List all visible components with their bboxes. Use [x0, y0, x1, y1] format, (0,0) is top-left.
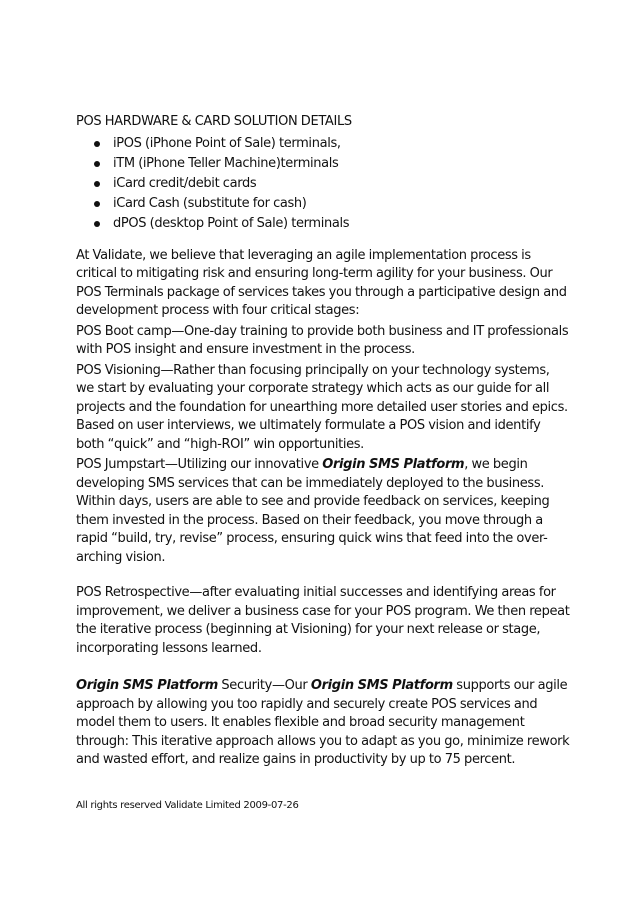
intro-paragraph: At Validate, we believe that leveraging an agile implementation process is critical to mitigating risk and ensuring long-term agility for your business. Our POS Terminals package of services takes you through a participative design and development process with four critical stages: [76, 247, 567, 318]
visioning-paragraph: POS Visioning—Rather than focusing principally on your technology systems, we start by evaluating your corporate strategy which acts as our guide for all projects and the foundation for unearthing more detailed user stories and epics. Based on user interviews, we ultimately formulate a POS vision and identify both “quick” and “high-ROI” win opportunities. [76, 362, 568, 452]
jumpstart-paragraph [76, 456, 570, 567]
list-item-text: iPOS (iPhone Point of Sale) terminals, [113, 135, 341, 151]
section-heading: POS HARDWARE & CARD SOLUTION DETAILS [76, 114, 352, 129]
list-item [76, 174, 570, 194]
list-item [76, 134, 570, 154]
list-item-text: iCard Cash (substitute for cash) [113, 195, 307, 211]
list-item [76, 154, 570, 174]
list-item [76, 194, 570, 214]
bullet-icon [94, 221, 100, 227]
platform-name: Origin SMS Platform [310, 678, 453, 693]
list-item-text: iTM (iPhone Teller Machine)terminals [113, 155, 339, 171]
security-paragraph [76, 677, 570, 770]
security-text-start: Security—Our [217, 678, 311, 693]
platform-name: Origin SMS Platform [76, 678, 218, 693]
jumpstart-text-end: , we begin developing SMS services that can be immediately deployed to the business. Within days, users are able to see and provide feedback on services, keeping them invested in the process. Based on their feedback, you move through a rapid “build, try, revise” process, ensuring quick wins that feed into the over-arching vision. [76, 457, 550, 565]
bullet-icon [94, 181, 100, 187]
document-body [76, 113, 570, 772]
bullet-icon [94, 161, 100, 167]
list-item [76, 214, 570, 234]
bullet-icon [94, 141, 100, 147]
page-footer: All rights reserved Validate Limited 2009-07-26 [76, 800, 299, 811]
list-item-text: dPOS (desktop Point of Sale) terminals [113, 215, 350, 231]
retrospective-paragraph: POS Retrospective—after evaluating initial successes and identifying areas for improvement, we deliver a business case for your POS program. We then repeat the iterative process (beginning at Visioning) for your next release or stage, incorporating lessons learned. [76, 585, 570, 656]
bullet-icon [94, 201, 100, 207]
jumpstart-text-start: POS Jumpstart—Utilizing our innovative [76, 457, 323, 472]
product-list [76, 134, 570, 234]
bootcamp-paragraph: POS Boot camp—One-day training to provide both business and IT professionals with POS insight and ensure investment in the process. [76, 323, 569, 357]
list-item-text: iCard credit/debit cards [113, 175, 257, 191]
platform-name: Origin SMS Platform [322, 457, 465, 472]
security-text-end: supports our agile approach by allowing you too rapidly and securely create POS services and model them to users. It enables flexible and broad security management through: This iterative approach allows you to adapt as you go, minimize rework and wasted effort, and realize gains in productivity by up to 75 percent. [76, 678, 570, 767]
